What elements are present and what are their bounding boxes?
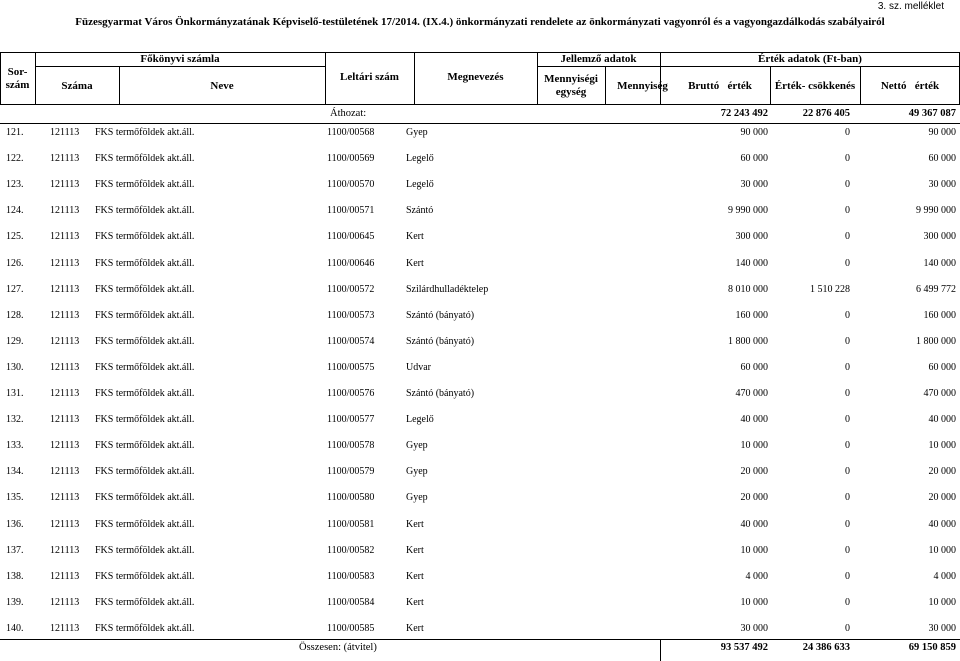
row-depreciation: 1 510 228	[810, 283, 850, 295]
header-account-name: Neve	[210, 80, 234, 92]
row-description: Gyep	[406, 127, 428, 138]
row-description: Legelő	[406, 153, 434, 165]
row-seq: 122.	[6, 153, 24, 165]
row-net-value: 30 000	[928, 622, 956, 634]
table-row	[0, 172, 960, 198]
row-account-number: 121113	[50, 361, 80, 373]
row-account-name: FKS termőföldek akt.áll.	[95, 257, 195, 269]
row-seq: 126.	[6, 257, 24, 269]
row-seq: 140.	[6, 622, 24, 634]
row-account-name: FKS termőföldek akt.áll.	[95, 570, 195, 582]
row-depreciation: 0	[845, 257, 850, 269]
header-quantity: Mennyiség	[617, 80, 668, 92]
table-row	[0, 198, 960, 224]
row-net-value: 140 000	[923, 257, 956, 269]
row-description: Kert	[406, 518, 424, 530]
row-seq: 133.	[6, 440, 24, 452]
table-row	[0, 433, 960, 459]
row-net-value: 30 000	[928, 179, 956, 191]
table-row	[0, 485, 960, 511]
row-seq: 127.	[6, 283, 24, 295]
row-seq: 132.	[6, 414, 24, 426]
table-row	[0, 146, 960, 172]
row-net-value: 90 000	[928, 127, 956, 138]
row-inventory-number: 1100/00570	[327, 179, 375, 191]
row-gross-value: 160 000	[735, 309, 768, 321]
row-seq: 134.	[6, 466, 24, 478]
row-inventory-number: 1100/00645	[327, 231, 375, 243]
row-seq: 124.	[6, 205, 24, 217]
row-description: Szilárdhulladéktelep	[406, 283, 489, 295]
row-gross-value: 140 000	[735, 257, 768, 269]
row-account-name: FKS termőföldek akt.áll.	[95, 335, 195, 347]
row-depreciation: 0	[845, 127, 850, 138]
row-account-name: FKS termőföldek akt.áll.	[95, 388, 195, 399]
header-net: Nettó érték	[880, 80, 940, 92]
row-account-number: 121113	[50, 309, 80, 321]
row-seq: 129.	[6, 335, 24, 347]
row-description: Szántó	[406, 205, 434, 217]
row-account-name: FKS termőföldek akt.áll.	[95, 440, 195, 452]
row-seq: 125.	[6, 231, 24, 243]
row-depreciation: 0	[845, 179, 850, 191]
row-depreciation: 0	[845, 335, 850, 347]
row-seq: 131.	[6, 388, 24, 399]
header-depreciation: Érték- csökkenés	[774, 80, 856, 92]
row-depreciation: 0	[845, 622, 850, 634]
total-depreciation: 24 386 633	[802, 642, 850, 653]
row-gross-value: 10 000	[740, 596, 768, 608]
row-gross-value: 40 000	[740, 518, 768, 530]
row-gross-value: 40 000	[740, 414, 768, 426]
row-description: Udvar	[406, 361, 431, 373]
row-inventory-number: 1100/00573	[327, 309, 375, 321]
row-description: Kert	[406, 570, 424, 582]
row-inventory-number: 1100/00585	[327, 622, 375, 634]
row-inventory-number: 1100/00574	[327, 335, 375, 347]
row-description: Legelő	[406, 414, 434, 426]
characteristic-divider	[537, 66, 660, 67]
carry-in-label: Áthozat:	[330, 108, 367, 119]
table-row	[0, 459, 960, 485]
row-account-name: FKS termőföldek akt.áll.	[95, 544, 195, 556]
row-account-number: 121113	[50, 231, 80, 243]
row-net-value: 20 000	[928, 492, 956, 504]
row-account-name: FKS termőföldek akt.áll.	[95, 153, 195, 165]
header-ledger: Főkönyvi számla	[140, 53, 220, 65]
row-net-value: 40 000	[928, 518, 956, 530]
row-depreciation: 0	[845, 518, 850, 530]
row-description: Szántó (bányató)	[406, 388, 475, 399]
row-description: Kert	[406, 596, 424, 608]
row-account-number: 121113	[50, 179, 80, 191]
header-account-number: Száma	[61, 80, 93, 92]
header-unit: Mennyiségi egység	[544, 73, 598, 98]
row-account-name: FKS termőföldek akt.áll.	[95, 466, 195, 478]
row-inventory-number: 1100/00577	[327, 414, 375, 426]
value-divider	[660, 66, 960, 67]
total-net: 69 150 859	[908, 642, 956, 653]
row-account-number: 121113	[50, 205, 80, 217]
row-description: Kert	[406, 257, 424, 269]
row-account-name: FKS termőföldek akt.áll.	[95, 127, 195, 138]
row-account-number: 121113	[50, 335, 80, 347]
row-account-name: FKS termőföldek akt.áll.	[95, 622, 195, 634]
row-net-value: 60 000	[928, 153, 956, 165]
table-row	[0, 355, 960, 381]
row-inventory-number: 1100/00580	[327, 492, 375, 504]
row-depreciation: 0	[845, 414, 850, 426]
row-account-number: 121113	[50, 414, 80, 426]
total-gross: 93 537 492	[720, 642, 768, 653]
row-account-number: 121113	[50, 388, 80, 399]
row-account-number: 121113	[50, 127, 80, 138]
row-account-name: FKS termőföldek akt.áll.	[95, 518, 195, 530]
row-account-number: 121113	[50, 466, 80, 478]
row-description: Kert	[406, 544, 424, 556]
row-description: Gyep	[406, 492, 428, 504]
row-depreciation: 0	[845, 361, 850, 373]
row-net-value: 20 000	[928, 466, 956, 478]
row-inventory-number: 1100/00583	[327, 570, 375, 582]
table-row	[0, 564, 960, 590]
row-net-value: 10 000	[928, 440, 956, 452]
row-net-value: 160 000	[923, 309, 956, 321]
col-line	[660, 639, 661, 661]
row-seq: 137.	[6, 544, 24, 556]
row-description: Szántó (bányató)	[406, 335, 475, 347]
row-net-value: 40 000	[928, 414, 956, 426]
row-gross-value: 1 800 000	[728, 335, 768, 347]
row-inventory-number: 1100/00572	[327, 283, 375, 295]
row-inventory-number: 1100/00576	[327, 388, 375, 399]
table-row	[0, 538, 960, 564]
row-net-value: 60 000	[928, 361, 956, 373]
row-seq: 128.	[6, 309, 24, 321]
row-net-value: 4 000	[933, 570, 956, 582]
row-description: Gyep	[406, 466, 428, 478]
ledger-divider	[35, 66, 325, 67]
row-gross-value: 470 000	[735, 388, 768, 399]
row-account-number: 121113	[50, 153, 80, 165]
row-inventory-number: 1100/00584	[327, 596, 375, 608]
table-row	[0, 120, 960, 146]
carry-in-depreciation: 22 876 405	[802, 108, 850, 119]
row-depreciation: 0	[845, 231, 850, 243]
row-net-value: 10 000	[928, 596, 956, 608]
row-account-number: 121113	[50, 622, 80, 634]
row-account-number: 121113	[50, 283, 80, 295]
row-gross-value: 30 000	[740, 622, 768, 634]
row-account-number: 121113	[50, 596, 80, 608]
row-account-name: FKS termőföldek akt.áll.	[95, 596, 195, 608]
row-depreciation: 0	[845, 570, 850, 582]
table-row	[0, 224, 960, 250]
row-account-number: 121113	[50, 544, 80, 556]
row-gross-value: 10 000	[740, 440, 768, 452]
table-row	[0, 251, 960, 277]
document-title: Füzesgyarmat Város Önkormányzatának Képviselő-testületének 17/2014. (IX.4.) önkormányzati rendelete az önkormányzati vagyonról és a vagyongazdálkodás szabályairól	[75, 16, 885, 28]
table-row	[0, 303, 960, 329]
row-account-name: FKS termőföldek akt.áll.	[95, 309, 195, 321]
row-description: Kert	[406, 622, 424, 634]
total-top-border	[0, 639, 960, 640]
row-inventory-number: 1100/00578	[327, 440, 375, 452]
total-label: Összesen: (átvitel)	[299, 642, 377, 653]
table-row	[0, 407, 960, 433]
table-row	[0, 381, 960, 407]
row-depreciation: 0	[845, 309, 850, 321]
row-net-value: 9 990 000	[916, 205, 956, 217]
row-net-value: 300 000	[923, 231, 956, 243]
row-account-name: FKS termőföldek akt.áll.	[95, 231, 195, 243]
row-depreciation: 0	[845, 153, 850, 165]
header-bottom-border	[0, 104, 960, 105]
table-row	[0, 616, 960, 642]
row-inventory-number: 1100/00581	[327, 518, 375, 530]
header-gross: Bruttó érték	[688, 80, 752, 92]
header-seq: Sor- szám	[5, 66, 30, 91]
row-account-name: FKS termőföldek akt.áll.	[95, 205, 195, 217]
row-inventory-number: 1100/00571	[327, 205, 375, 217]
row-description: Gyep	[406, 440, 428, 452]
row-depreciation: 0	[845, 492, 850, 504]
row-seq: 130.	[6, 361, 24, 373]
header-description: Megnevezés	[447, 71, 504, 83]
table-row	[0, 512, 960, 538]
row-depreciation: 0	[845, 388, 850, 399]
row-account-number: 121113	[50, 492, 80, 504]
row-net-value: 1 800 000	[916, 335, 956, 347]
row-gross-value: 10 000	[740, 544, 768, 556]
header-value-data: Érték adatok (Ft-ban)	[758, 53, 862, 65]
row-account-name: FKS termőföldek akt.áll.	[95, 283, 195, 295]
row-seq: 121.	[6, 127, 24, 138]
row-description: Szántó (bányató)	[406, 309, 475, 321]
row-gross-value: 4 000	[745, 570, 768, 582]
row-depreciation: 0	[845, 596, 850, 608]
table-row	[0, 329, 960, 355]
row-gross-value: 9 990 000	[728, 205, 768, 217]
carry-in-gross: 72 243 492	[720, 108, 768, 119]
row-depreciation: 0	[845, 440, 850, 452]
row-account-number: 121113	[50, 440, 80, 452]
row-inventory-number: 1100/00575	[327, 361, 375, 373]
table-row	[0, 590, 960, 616]
row-inventory-number: 1100/00579	[327, 466, 375, 478]
header-characteristic: Jellemző adatok	[560, 53, 637, 65]
row-account-name: FKS termőföldek akt.áll.	[95, 414, 195, 426]
row-account-name: FKS termőföldek akt.áll.	[95, 492, 195, 504]
row-seq: 123.	[6, 179, 24, 191]
row-account-number: 121113	[50, 518, 80, 530]
row-inventory-number: 1100/00568	[327, 127, 375, 138]
row-gross-value: 60 000	[740, 153, 768, 165]
header-inventory: Leltári szám	[340, 71, 399, 83]
row-gross-value: 20 000	[740, 466, 768, 478]
row-depreciation: 0	[845, 205, 850, 217]
row-account-number: 121113	[50, 570, 80, 582]
row-gross-value: 60 000	[740, 361, 768, 373]
row-depreciation: 0	[845, 544, 850, 556]
row-net-value: 10 000	[928, 544, 956, 556]
row-inventory-number: 1100/00582	[327, 544, 375, 556]
row-account-name: FKS termőföldek akt.áll.	[95, 179, 195, 191]
row-net-value: 6 499 772	[916, 283, 956, 295]
row-gross-value: 90 000	[740, 127, 768, 138]
row-description: Kert	[406, 231, 424, 243]
row-description: Legelő	[406, 179, 434, 191]
row-gross-value: 30 000	[740, 179, 768, 191]
row-inventory-number: 1100/00569	[327, 153, 375, 165]
row-net-value: 470 000	[923, 388, 956, 399]
row-seq: 136.	[6, 518, 24, 530]
row-gross-value: 8 010 000	[728, 283, 768, 295]
appendix-label: 3. sz. melléklet	[877, 1, 944, 12]
row-seq: 138.	[6, 570, 24, 582]
row-seq: 135.	[6, 492, 24, 504]
row-inventory-number: 1100/00646	[327, 257, 375, 269]
row-seq: 139.	[6, 596, 24, 608]
carry-in-net: 49 367 087	[908, 108, 956, 119]
row-account-number: 121113	[50, 257, 80, 269]
table-row	[0, 277, 960, 303]
row-account-name: FKS termőföldek akt.áll.	[95, 361, 195, 373]
row-gross-value: 20 000	[740, 492, 768, 504]
row-gross-value: 300 000	[735, 231, 768, 243]
row-depreciation: 0	[845, 466, 850, 478]
